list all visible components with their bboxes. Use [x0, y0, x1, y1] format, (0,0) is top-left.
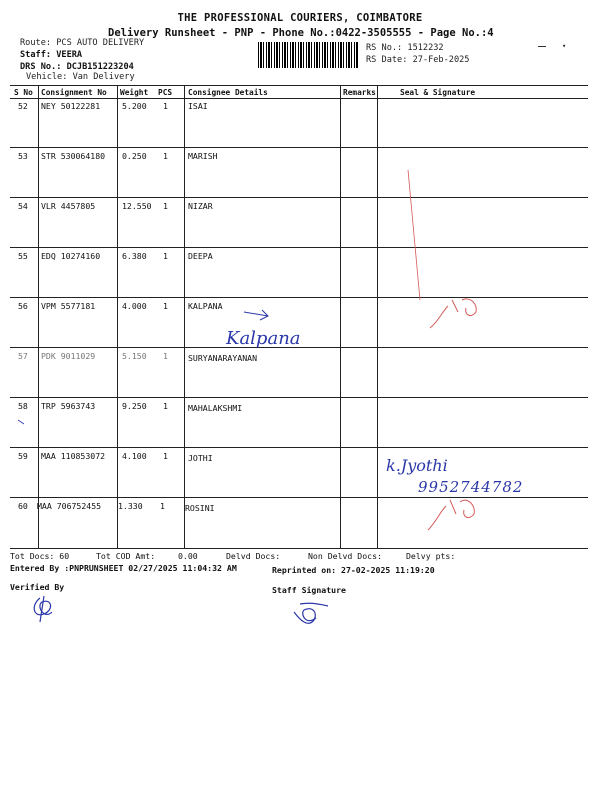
red-pen-line — [408, 170, 420, 300]
cell-consignment: MAA 706752455 — [37, 501, 102, 511]
rs-number: RS No.: 1512232 — [366, 43, 444, 53]
col-header-seal-signature: Seal & Signature — [400, 88, 476, 97]
handwritten-kalpana: Kalpana — [226, 328, 301, 349]
cell-pcs: 1 — [163, 301, 168, 311]
cell-consignee: MAHALAKSHMI — [188, 403, 243, 413]
col-header-pcs: PCS — [158, 88, 173, 97]
cell-sno: 55 — [18, 251, 28, 261]
cell-sno: 56 — [18, 301, 28, 311]
vehicle-label: Vehicle: Van Delivery — [26, 72, 135, 82]
red-tick-scribble — [428, 500, 474, 530]
rs-date: RS Date: 27-Feb-2025 — [366, 55, 470, 65]
cod-amount: 0.00 — [178, 551, 198, 561]
arrow-mark: ▾ — [562, 42, 567, 50]
cell-weight: 6.380 — [122, 251, 147, 261]
drs-number: DRS No.: DCJB151223204 — [20, 62, 134, 72]
handwritten-phone: 9952744782 — [418, 478, 524, 496]
reprinted-on: Reprinted on: 27-02-2025 11:19:20 — [272, 565, 435, 575]
cell-pcs: 1 — [163, 351, 168, 361]
cell-weight: 12.550 — [122, 201, 152, 211]
cell-weight: 1.330 — [118, 501, 143, 511]
verified-by-label: Verified By — [10, 582, 65, 592]
cell-sno: 60 — [18, 501, 28, 511]
cell-consignment: TRP 5963743 — [41, 401, 96, 411]
col-header-remarks: Remarks — [343, 88, 376, 97]
col-header-weight: Weight — [120, 88, 149, 97]
cell-sno: 53 — [18, 151, 28, 161]
col-header-consignee: Consignee Details — [188, 88, 268, 97]
cell-weight: 5.150 — [122, 351, 147, 361]
cell-sno: 57 — [18, 351, 28, 361]
cell-pcs: 1 — [160, 501, 165, 511]
col-header-consignment: Consignment No — [41, 88, 107, 97]
cell-consignee: ISAI — [188, 101, 208, 111]
cell-consignment: EDQ 10274160 — [41, 251, 101, 261]
cell-consignee: ROSINI — [185, 503, 215, 513]
cell-consignee: JOTHI — [188, 453, 213, 463]
cell-consignee: SURYANARAYANAN — [188, 353, 258, 363]
entered-by: Entered By :PNPRUNSHEET 02/27/2025 11:04:32 AM — [10, 563, 237, 573]
cell-sno: 59 — [18, 451, 28, 461]
cell-consignment: NEY 50122281 — [41, 101, 101, 111]
blue-arrow — [244, 310, 268, 320]
cell-weight: 4.000 — [122, 301, 147, 311]
cell-pcs: 1 — [163, 151, 168, 161]
staff-label: Staff: VEERA — [20, 50, 83, 60]
staff-signature — [294, 603, 328, 623]
cell-consignee: DEEPA — [188, 251, 213, 261]
cell-consignment: VLR 4457805 — [41, 201, 96, 211]
cell-pcs: 1 — [163, 451, 168, 461]
cell-consignment: MAA 110853072 — [41, 451, 106, 461]
tot-docs: Tot Docs: 60 — [10, 551, 70, 561]
cell-consignment: VPM 5577181 — [41, 301, 96, 311]
cell-weight: 9.250 — [122, 401, 147, 411]
col-header-sno: S No — [14, 88, 33, 97]
verified-signature — [34, 596, 52, 622]
cell-sno: 52 — [18, 101, 28, 111]
delvy-pts: Delvy pts: — [406, 551, 456, 561]
cell-weight: 0.250 — [122, 151, 147, 161]
cell-consignment: STR 530064180 — [41, 151, 106, 161]
cell-sno: 54 — [18, 201, 28, 211]
company-title: THE PROFESSIONAL COURIERS, COIMBATORE — [177, 12, 423, 24]
cell-weight: 4.100 — [122, 451, 147, 461]
cell-pcs: 1 — [163, 401, 168, 411]
tot-cod-label: Tot COD Amt: — [96, 551, 156, 561]
delvd-docs: Delvd Docs: — [226, 551, 281, 561]
runsheet-title: Delivery Runsheet - PNP - Phone No.:0422-3505555 - Page No.:4 — [108, 27, 494, 39]
cell-consignee: MARISH — [188, 151, 218, 161]
margin-mark — [18, 420, 24, 424]
red-tick-scribble — [430, 299, 476, 328]
cell-consignee: KALPANA — [188, 301, 223, 311]
cell-sno: 58 — [18, 401, 28, 411]
handwritten-kjyothi: k.Jyothi — [386, 456, 448, 475]
non-delvd-docs: Non Delvd Docs: — [308, 551, 382, 561]
cell-consignee: NIZAR — [188, 201, 213, 211]
cell-pcs: 1 — [163, 251, 168, 261]
staff-signature-label: Staff Signature — [272, 585, 346, 595]
route-label: Route: PCS AUTO DELIVERY — [20, 38, 145, 48]
cell-consignment: PDK 9011029 — [41, 351, 96, 361]
cell-pcs: 1 — [163, 101, 168, 111]
cell-weight: 5.200 — [122, 101, 147, 111]
cell-pcs: 1 — [163, 201, 168, 211]
